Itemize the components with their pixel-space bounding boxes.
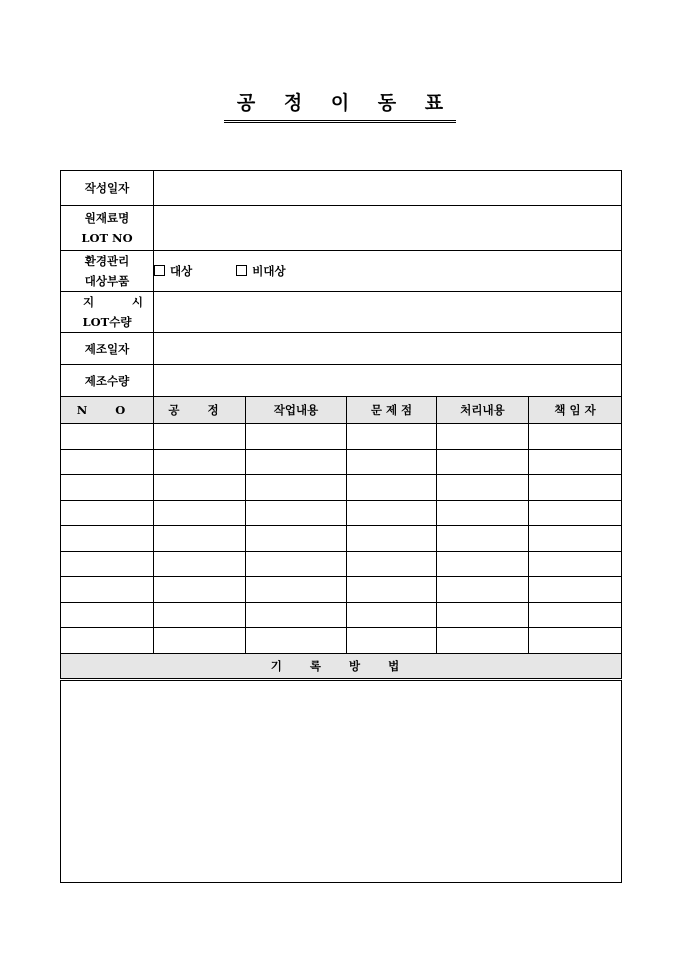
table-row <box>61 475 622 501</box>
table-cell[interactable] <box>437 602 529 628</box>
field-env <box>154 251 622 292</box>
method-header-row <box>61 653 622 679</box>
table-cell[interactable] <box>437 500 529 526</box>
table-cell[interactable] <box>246 628 347 654</box>
col-process: 공 정 <box>154 397 246 424</box>
table-cell[interactable] <box>154 551 246 577</box>
col-handling: 처리내용 <box>437 397 529 424</box>
table-cell[interactable] <box>529 526 622 552</box>
table-cell[interactable] <box>347 577 437 603</box>
field-mfg-qty[interactable] <box>154 365 622 397</box>
process-transfer-form <box>60 170 622 883</box>
table-cell[interactable] <box>154 475 246 501</box>
checkbox-target[interactable] <box>154 263 192 279</box>
table-cell[interactable] <box>154 449 246 475</box>
col-responsible: 책 임 자 <box>529 397 622 424</box>
table-cell[interactable] <box>61 551 154 577</box>
table-cell[interactable] <box>154 577 246 603</box>
table-row <box>61 449 622 475</box>
row-env <box>61 251 622 292</box>
table-cell[interactable] <box>347 500 437 526</box>
table-cell[interactable] <box>437 475 529 501</box>
table-cell[interactable] <box>437 628 529 654</box>
table-cell[interactable] <box>246 449 347 475</box>
table-cell[interactable] <box>529 577 622 603</box>
table-cell[interactable] <box>61 424 154 450</box>
table-cell[interactable] <box>154 424 246 450</box>
label-instruction-a: 지 <box>83 295 95 309</box>
table-cell[interactable] <box>347 602 437 628</box>
table-cell[interactable] <box>246 424 347 450</box>
table-cell[interactable] <box>529 628 622 654</box>
table-cell[interactable] <box>154 602 246 628</box>
row-mfg-qty <box>61 365 622 397</box>
label-env <box>61 251 154 292</box>
table-cell[interactable] <box>529 475 622 501</box>
field-date-written[interactable] <box>154 171 622 206</box>
label-instruction-b: 시 <box>131 295 143 309</box>
field-mfg-date[interactable] <box>154 333 622 365</box>
label-material <box>61 206 154 251</box>
table-cell[interactable] <box>154 500 246 526</box>
table-cell[interactable] <box>61 577 154 603</box>
table-row <box>61 602 622 628</box>
table-cell[interactable] <box>529 424 622 450</box>
checkbox-target-label: 대상 <box>170 264 193 278</box>
table-cell[interactable] <box>246 526 347 552</box>
table-cell[interactable] <box>437 449 529 475</box>
label-instruction <box>61 292 154 333</box>
checkbox-square-icon <box>236 265 247 276</box>
table-cell[interactable] <box>246 602 347 628</box>
table-cell[interactable] <box>61 449 154 475</box>
table-cell[interactable] <box>347 628 437 654</box>
label-instruction-top <box>61 292 153 312</box>
document-title: 공 정 이 동 표 <box>224 88 456 123</box>
col-no: N O <box>61 397 154 424</box>
title-wrap <box>0 88 680 123</box>
col-work-content: 작업내용 <box>246 397 347 424</box>
table-row <box>61 424 622 450</box>
table-cell[interactable] <box>246 475 347 501</box>
label-env-line1: 환경관리 <box>84 254 130 268</box>
table-cell[interactable] <box>437 526 529 552</box>
row-material <box>61 206 622 251</box>
table-row <box>61 628 622 654</box>
checkbox-non-target-label: 비대상 <box>252 264 286 278</box>
row-instruction <box>61 292 622 333</box>
label-mfg-date: 제조일자 <box>61 333 154 365</box>
method-body[interactable] <box>61 679 622 882</box>
table-cell[interactable] <box>61 526 154 552</box>
row-mfg-date <box>61 333 622 365</box>
label-date-written: 작성일자 <box>61 171 154 206</box>
table-cell[interactable] <box>347 449 437 475</box>
method-body-row <box>61 679 622 882</box>
empty-rows <box>61 424 622 654</box>
field-instruction[interactable] <box>154 292 622 333</box>
table-cell[interactable] <box>61 500 154 526</box>
table-cell[interactable] <box>246 577 347 603</box>
table-cell[interactable] <box>246 500 347 526</box>
label-lot-no: LOT NO <box>81 231 133 245</box>
table-row <box>61 500 622 526</box>
label-mfg-qty: 제조수량 <box>61 365 154 397</box>
table-cell[interactable] <box>529 500 622 526</box>
table-cell[interactable] <box>529 449 622 475</box>
table-cell[interactable] <box>154 526 246 552</box>
table-cell[interactable] <box>347 475 437 501</box>
table-cell[interactable] <box>437 424 529 450</box>
label-env-line2: 대상부품 <box>84 274 130 288</box>
table-row <box>61 526 622 552</box>
column-header-row <box>61 397 622 424</box>
table-cell[interactable] <box>61 602 154 628</box>
checkbox-square-icon <box>154 265 165 276</box>
table-cell[interactable] <box>437 577 529 603</box>
table-cell[interactable] <box>347 424 437 450</box>
table-row <box>61 551 622 577</box>
col-problem: 문 제 점 <box>347 397 437 424</box>
table-row <box>61 577 622 603</box>
table-cell[interactable] <box>61 475 154 501</box>
table-cell[interactable] <box>347 551 437 577</box>
table-cell[interactable] <box>529 551 622 577</box>
table-cell[interactable] <box>61 628 154 654</box>
table-cell[interactable] <box>347 526 437 552</box>
table-cell[interactable] <box>529 602 622 628</box>
table-cell[interactable] <box>154 628 246 654</box>
table-cell[interactable] <box>246 551 347 577</box>
table-cell[interactable] <box>437 551 529 577</box>
label-lot-qty: LOT수량 <box>82 315 132 329</box>
row-date-written <box>61 171 622 206</box>
checkbox-non-target[interactable] <box>236 263 285 279</box>
field-material[interactable] <box>154 206 622 251</box>
label-material-name: 원재료명 <box>84 211 130 225</box>
method-header: 기 록 방 법 <box>61 653 622 679</box>
